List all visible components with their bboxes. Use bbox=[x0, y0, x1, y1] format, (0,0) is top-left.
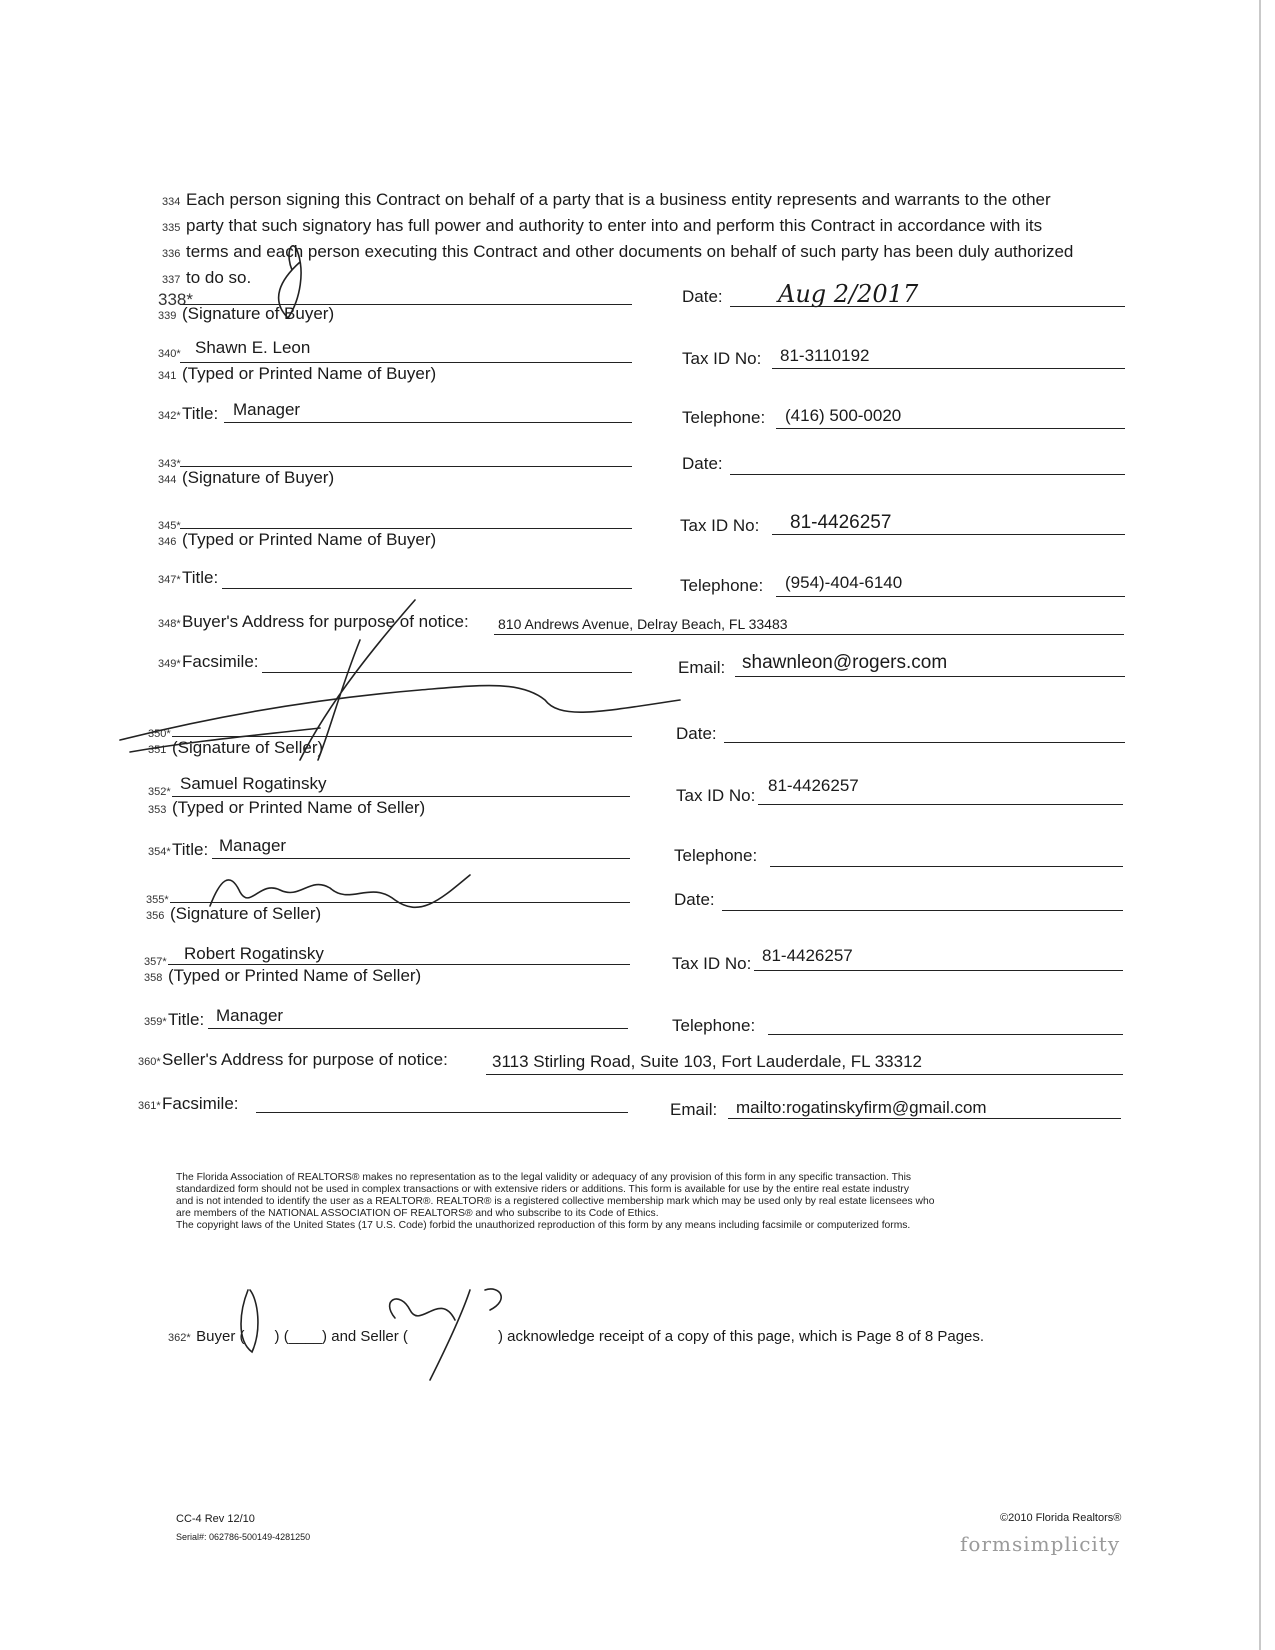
line-number: 344 bbox=[158, 474, 177, 486]
paragraph-line: 334 Each person signing this Contract on behalf of a party that is a business entity represents and warrants to the other bbox=[162, 190, 1051, 209]
email-label: Email: bbox=[670, 1100, 718, 1119]
signature-of-seller-label: (Signature of Seller) bbox=[170, 904, 322, 923]
telephone-label: Telephone: bbox=[682, 408, 766, 427]
serial-number: Serial#: 062786-500149-4281250 bbox=[176, 1532, 311, 1542]
ack-text: ) acknowledge receipt of a copy of this page, which is Page 8 of 8 Pages. bbox=[497, 1328, 985, 1345]
paragraph-line: 337 to do so. bbox=[162, 268, 252, 287]
seller-2-title: Manager bbox=[216, 1006, 284, 1025]
line-number: 360* bbox=[138, 1056, 161, 1068]
line-number: 345* bbox=[158, 520, 181, 532]
telephone-label: Telephone: bbox=[680, 576, 764, 595]
line-number: 355* bbox=[146, 894, 169, 906]
buyer-2-tax-id: 81-4426257 bbox=[790, 512, 892, 533]
formsimplicity-logo: formsimplicity bbox=[960, 1532, 1121, 1556]
seller-address-label: Seller's Address for purpose of notice: bbox=[162, 1050, 448, 1069]
tax-id-label: Tax ID No: bbox=[682, 349, 762, 368]
paragraph-line: 335 party that such signatory has full power and authority to enter into and perform this Contract in accordance with its bbox=[162, 216, 1043, 235]
line-number: 356 bbox=[146, 910, 165, 922]
seller-2-tax-id: 81-4426257 bbox=[762, 946, 853, 965]
line-number: 346 bbox=[158, 536, 177, 548]
date-label: Date: bbox=[676, 724, 717, 743]
disclaimer-line: are members of the NATIONAL ASSOCIATION OF REALTORS® and who subscribe to its Code of Ethics. bbox=[176, 1208, 659, 1219]
buyer-email: shawnleon@rogers.com bbox=[742, 652, 948, 673]
date-label: Date: bbox=[674, 890, 715, 909]
handwritten-date: Aug 2/2017 bbox=[778, 280, 919, 308]
buyer-2-telephone: (954)-404-6140 bbox=[785, 573, 903, 592]
tax-id-label: Tax ID No: bbox=[672, 954, 752, 973]
facsimile-label: Facsimile: bbox=[162, 1094, 239, 1113]
line-number: 359* bbox=[144, 1016, 167, 1028]
line-number: 357* bbox=[144, 956, 167, 968]
disclaimer-line: The Florida Association of REALTORS® makes no representation as to the legal validity or adequacy of any provision of this form in any specific transaction. This bbox=[176, 1172, 912, 1183]
ack-seller-label: ) (____) and Seller ( bbox=[274, 1328, 408, 1345]
line-number: 349* bbox=[158, 658, 181, 670]
line-number: 341 bbox=[158, 370, 177, 382]
line-number: 358 bbox=[144, 972, 163, 984]
seller-1-title: Manager bbox=[219, 836, 287, 855]
buyer-1-tax-id: 81-3110192 bbox=[780, 346, 870, 365]
copyright-notice: ©2010 Florida Realtors® bbox=[1000, 1512, 1122, 1524]
line-number: 354* bbox=[148, 846, 171, 858]
buyer-1-signature bbox=[279, 246, 301, 318]
title-label: Title: bbox=[182, 404, 219, 423]
seller-email: mailto:rogatinskyfirm@gmail.com bbox=[736, 1098, 987, 1117]
title-label: Title: bbox=[182, 568, 219, 587]
typed-name-of-buyer-label: (Typed or Printed Name of Buyer) bbox=[182, 530, 437, 549]
date-label: Date: bbox=[682, 287, 723, 306]
seller-1-signature-strokes bbox=[300, 600, 415, 760]
email-label: Email: bbox=[678, 658, 726, 677]
disclaimer-line: standardized form should not be used in complex transactions or with extensive riders or additions. This form is available for use by the entire real estate industry bbox=[176, 1184, 909, 1195]
facsimile-label: Facsimile: bbox=[182, 652, 259, 671]
date-label: Date: bbox=[682, 454, 723, 473]
form-id: CC-4 Rev 12/10 bbox=[176, 1513, 255, 1525]
paragraph-line: 336 terms and each person executing this Contract and other documents on behalf of such party has been duly authorized bbox=[162, 242, 1074, 261]
buyer-address-label: Buyer's Address for purpose of notice: bbox=[182, 612, 469, 631]
disclaimer-line: and is not intended to identify the user as a REALTOR®. REALTOR® is a registered collective membership mark which may be used only by real estate licensees who bbox=[176, 1196, 935, 1207]
tax-id-label: Tax ID No: bbox=[680, 516, 760, 535]
line-number: 350* bbox=[148, 728, 171, 740]
disclaimer-line: The copyright laws of the United States (17 U.S. Code) forbid the unauthorized reproduction of this form by any means including facsimile or computerized forms. bbox=[176, 1220, 911, 1231]
line-number: 353 bbox=[148, 804, 167, 816]
line-number: 339 bbox=[158, 310, 177, 322]
title-label: Title: bbox=[172, 840, 209, 859]
buyer-1-title: Manager bbox=[233, 400, 301, 419]
line-number: 340* bbox=[158, 348, 181, 360]
signature-of-seller-label: (Signature of Seller) bbox=[172, 738, 324, 757]
telephone-label: Telephone: bbox=[672, 1016, 756, 1035]
seller-1-signature-sweep bbox=[120, 686, 680, 740]
line-number: 343* bbox=[158, 458, 181, 470]
signature-of-buyer-label: (Signature of Buyer) bbox=[182, 304, 335, 323]
telephone-label: Telephone: bbox=[674, 846, 758, 865]
tax-id-label: Tax ID No: bbox=[676, 786, 756, 805]
seller-1-tax-id: 81-4426257 bbox=[768, 776, 859, 795]
signature-of-buyer-label: (Signature of Buyer) bbox=[182, 468, 335, 487]
line-number: 362* bbox=[168, 1332, 191, 1344]
line-number: 342* bbox=[158, 410, 181, 422]
buyer-address-value: 810 Andrews Avenue, Delray Beach, FL 33483 bbox=[498, 616, 788, 632]
typed-name-of-buyer-label: (Typed or Printed Name of Buyer) bbox=[182, 364, 437, 383]
buyer-1-name: Shawn E. Leon bbox=[195, 338, 311, 357]
seller-address-value: 3113 Stirling Road, Suite 103, Fort Lauderdale, FL 33312 bbox=[492, 1052, 923, 1071]
seller-ack-initials bbox=[390, 1289, 502, 1380]
seller-2-signature bbox=[210, 875, 470, 907]
line-number: 352* bbox=[148, 786, 171, 798]
line-number: 351 bbox=[148, 744, 167, 756]
seller-1-name: Samuel Rogatinsky bbox=[180, 774, 327, 793]
line-number: 347* bbox=[158, 574, 181, 586]
line-number: 361* bbox=[138, 1100, 161, 1112]
buyer-1-telephone: (416) 500-0020 bbox=[785, 406, 902, 425]
title-label: Title: bbox=[168, 1010, 205, 1029]
buyer-ack-initials bbox=[241, 1290, 258, 1352]
ack-buyer-label: Buyer ( bbox=[196, 1328, 245, 1345]
line-number: 338* bbox=[158, 290, 193, 309]
typed-name-of-seller-label: (Typed or Printed Name of Seller) bbox=[168, 966, 422, 985]
seller-2-name: Robert Rogatinsky bbox=[184, 944, 324, 963]
line-number: 348* bbox=[158, 618, 181, 630]
typed-name-of-seller-label: (Typed or Printed Name of Seller) bbox=[172, 798, 426, 817]
